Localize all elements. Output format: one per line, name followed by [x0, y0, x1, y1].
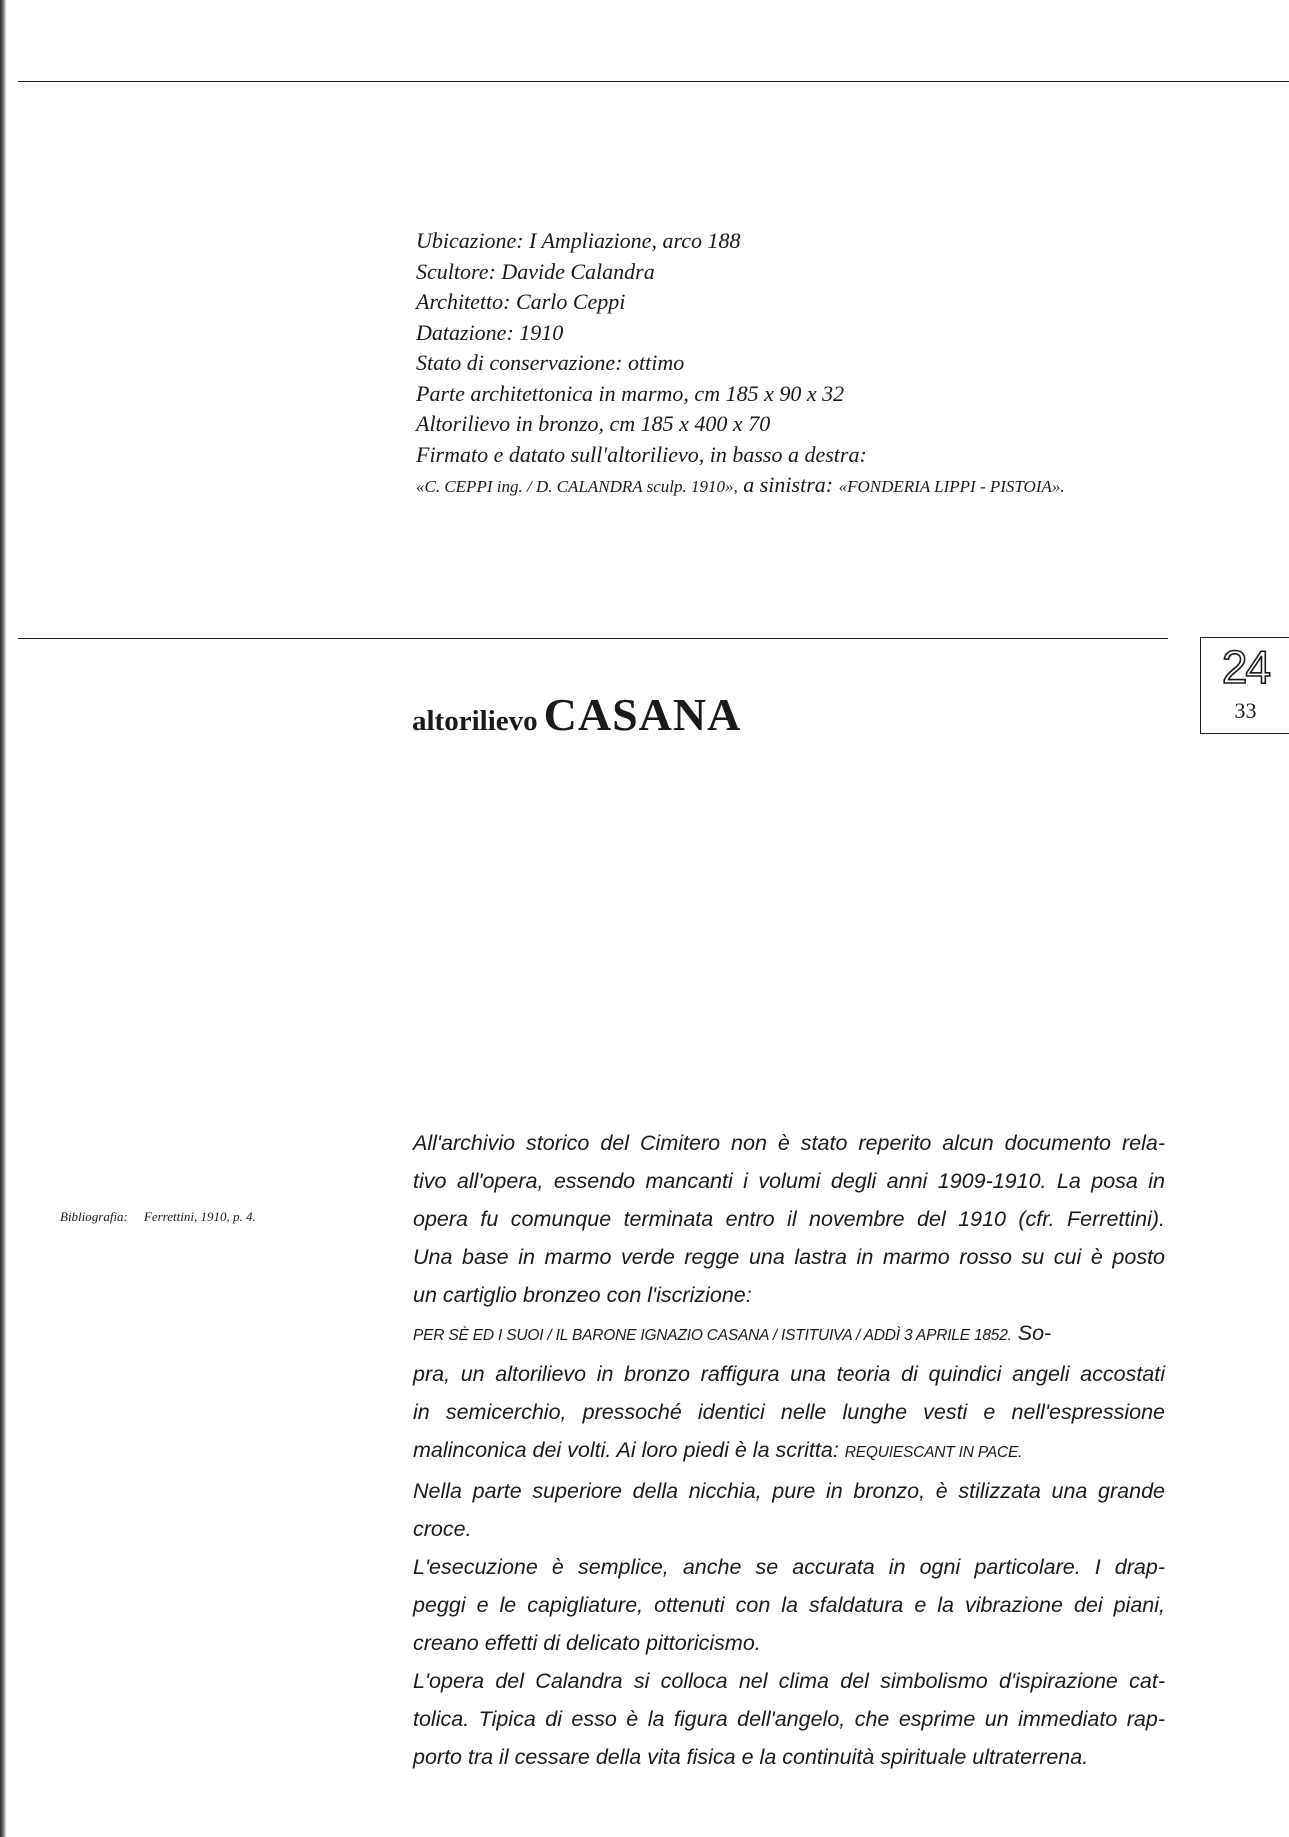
page-number: 33: [1234, 698, 1257, 723]
page-title: [412, 688, 741, 741]
catalog-metadata: [416, 226, 1216, 503]
bibliography-label: Bibliografia:: [60, 1209, 128, 1224]
signature-connector: a sinistra:: [737, 472, 839, 497]
page-marker: [1200, 637, 1289, 734]
top-rule: [18, 81, 1289, 82]
body-line: croce.: [413, 1517, 472, 1541]
section-rule: [18, 638, 1168, 639]
body-line: tolica. Tipica di esso è la figura dell'angelo, che esprime un immediato rap-: [413, 1707, 1165, 1731]
body-line: pra, un altorilievo in bronzo raffigura una teoria di quindici angeli accostati: [413, 1362, 1165, 1386]
body-line: un cartiglio bronzeo con l'iscrizione:: [413, 1283, 752, 1307]
page-binding-edge: [0, 0, 6, 1837]
meta-condition: Stato di conservazione: ottimo: [416, 350, 685, 375]
entry-number: 24: [1221, 641, 1270, 693]
signature-left: «FONDERIA LIPPI - PISTOIA».: [838, 477, 1065, 496]
meta-signed: Firmato e datato sull'altorilievo, in basso a destra:: [416, 441, 867, 467]
body-text: [413, 1124, 1165, 1776]
inscription-line: [413, 1314, 1165, 1355]
body-line: opera fu comunque terminata entro il novembre del 1910 (cfr. Ferrettini).: [413, 1207, 1165, 1231]
inscription: PER SÈ ED I SUOI / IL BARONE IGNAZIO CASANA / ISTITUIVA / ADDÌ 3 APRILE 1852.: [413, 1327, 1012, 1344]
meta-architect: Architetto: Carlo Ceppi: [416, 289, 626, 314]
body-line-lead: malinconica dei volti. Ai loro piedi è la scritta:: [413, 1438, 845, 1462]
body-line: L'opera del Calandra si colloca nel clima del simbolismo d'ispirazione cat-: [413, 1669, 1165, 1693]
bibliography-reference: Ferrettini, 1910, p. 4.: [143, 1209, 256, 1224]
title-prefix: altorilievo: [412, 705, 538, 737]
meta-sculptor: Scultore: Davide Calandra: [416, 258, 655, 284]
requiescant-phrase: REQUIESCANT IN PACE.: [844, 1444, 1023, 1461]
body-line: L'esecuzione è semplice, anche se accurata in ogni particolare. I drap-: [413, 1555, 1165, 1579]
body-line: tivo all'opera, essendo mancanti i volumi degli anni 1909-1910. La posa in: [413, 1169, 1165, 1193]
body-line: All'archivio storico del Cimitero non è stato reperito alcun documento rela-: [413, 1131, 1165, 1155]
body-line: Nella parte superiore della nicchia, pure in bronzo, è stilizzata una grande: [413, 1479, 1165, 1503]
meta-architectural-part: Parte architettonica in marmo, cm 185 x 90 x 32: [416, 380, 845, 406]
signature-right: «C. CEPPI ing. / D. CALANDRA sculp. 1910»,: [416, 477, 738, 496]
bibliography: [60, 1209, 256, 1225]
meta-location: Ubicazione: I Ampliazione, arco 188: [416, 228, 741, 253]
body-line: peggi e le capigliature, ottenuti con la sfaldatura e la vibrazione dei piani,: [413, 1593, 1165, 1617]
inscription-continuation: So-: [1011, 1321, 1052, 1345]
body-line-caps: [413, 1431, 1165, 1472]
meta-date: Datazione: 1910: [416, 319, 564, 345]
body-line: creano effetti di delicato pittoricismo.: [413, 1631, 761, 1655]
meta-relief: Altorilievo in bronzo, cm 185 x 400 x 70: [416, 411, 771, 436]
body-line: porto tra il cessare della vita fisica e la continuità spirituale ultraterrena.: [413, 1745, 1089, 1769]
title-name: CASANA: [543, 689, 742, 740]
body-line: Una base in marmo verde regge una lastra in marmo rosso su cui è posto: [413, 1245, 1165, 1269]
body-line: in semicerchio, pressoché identici nelle lunghe vesti e nell'espressione: [413, 1400, 1165, 1424]
meta-signature: [416, 470, 1216, 503]
